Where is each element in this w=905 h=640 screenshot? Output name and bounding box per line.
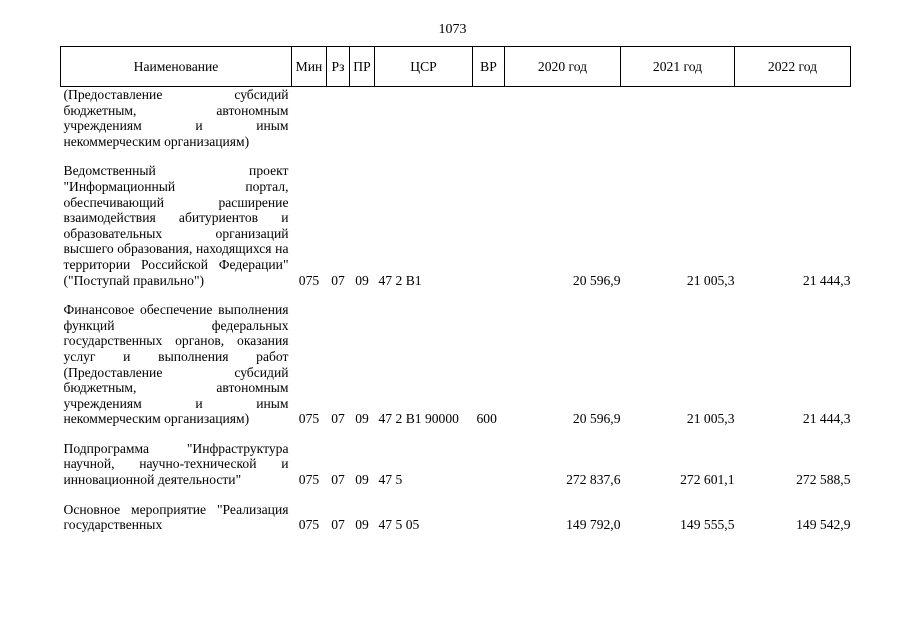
- row-rz: 07: [331, 411, 345, 427]
- row-2021: 21 005,3: [686, 272, 735, 288]
- row-rz: 07: [331, 272, 345, 288]
- header-pr: ПР: [350, 47, 375, 87]
- row-spacer: [61, 149, 851, 163]
- table-row: [61, 87, 851, 150]
- row-2022: [735, 87, 851, 150]
- header-csr: ЦСР: [375, 47, 473, 87]
- row-vr: [473, 163, 505, 288]
- row-2022: 21 444,3: [802, 272, 851, 288]
- row-spacer: [61, 288, 851, 302]
- row-min: [292, 87, 327, 150]
- budget-table: [60, 46, 851, 533]
- row-2020: 20 596,9: [572, 411, 621, 427]
- row-name: Финансовое обеспечение выполнения функций федеральных государственных органов, оказания услуг и выполнения работ (Предоставление субсидий бюджетным, автономным учреждениям и иным некоммерческим организациям): [63, 302, 289, 427]
- row-2022: 149 542,9: [796, 517, 851, 533]
- row-rz: 07: [331, 517, 345, 533]
- row-min: 075: [298, 517, 320, 533]
- row-vr: 600: [476, 411, 497, 427]
- page-number: 1073: [438, 22, 467, 37]
- row-min: 075: [298, 411, 320, 427]
- row-2022: 272 588,5: [796, 472, 851, 488]
- row-name: Подпрограмма "Инфраструктура научной, научно-технической и инновационной деятельности": [63, 440, 289, 488]
- row-2021: [621, 87, 735, 150]
- table-row: [61, 441, 851, 488]
- row-csr: 47 5: [378, 472, 403, 488]
- table-row: [61, 502, 851, 533]
- header-2020: 2020 год: [505, 47, 621, 87]
- row-2020: [505, 87, 621, 150]
- table-row: [61, 163, 851, 288]
- table-row: [61, 302, 851, 427]
- row-vr: [473, 87, 505, 150]
- row-pr: [350, 87, 375, 150]
- row-spacer: [61, 427, 851, 441]
- row-csr: 47 2 B1: [378, 272, 422, 288]
- row-pr: 09: [355, 272, 369, 288]
- row-pr: 09: [355, 517, 369, 533]
- row-2020: 20 596,9: [572, 272, 621, 288]
- row-vr: [473, 502, 505, 533]
- header-rz: Рз: [327, 47, 350, 87]
- row-name: Основное мероприятие "Реализация государственных: [63, 501, 289, 533]
- header-2021: 2021 год: [621, 47, 735, 87]
- row-2020: 272 837,6: [566, 472, 621, 488]
- row-2021: 149 555,5: [680, 517, 735, 533]
- table-header-row: [61, 47, 851, 87]
- row-pr: 09: [355, 472, 369, 488]
- row-csr: [375, 87, 473, 150]
- row-name: (Предоставление субсидий бюджетным, автономным учреждениям и иным некоммерческим организациям): [63, 87, 289, 149]
- row-2020: 149 792,0: [566, 517, 621, 533]
- row-rz: [327, 87, 350, 150]
- header-min: Мин: [292, 47, 327, 87]
- row-2021: 272 601,1: [680, 472, 735, 488]
- row-name: Ведомственный проект "Информационный портал, обеспечивающий расширение взаимодействия абитуриентов и образовательных организаций высшего образования, находящихся на территории Российской Федерации" ("Поступай правильно"): [63, 163, 289, 288]
- row-rz: 07: [331, 472, 345, 488]
- row-csr: 47 5 05: [378, 517, 420, 533]
- row-min: 075: [298, 272, 320, 288]
- header-name: Наименование: [61, 47, 292, 87]
- row-2022: 21 444,3: [802, 411, 851, 427]
- row-spacer: [61, 488, 851, 502]
- header-2022: 2022 год: [735, 47, 851, 87]
- row-csr: 47 2 B1 90000: [378, 411, 459, 427]
- row-vr: [473, 441, 505, 488]
- row-2021: 21 005,3: [686, 411, 735, 427]
- header-vr: ВР: [473, 47, 505, 87]
- row-pr: 09: [355, 411, 369, 427]
- row-min: 075: [298, 472, 320, 488]
